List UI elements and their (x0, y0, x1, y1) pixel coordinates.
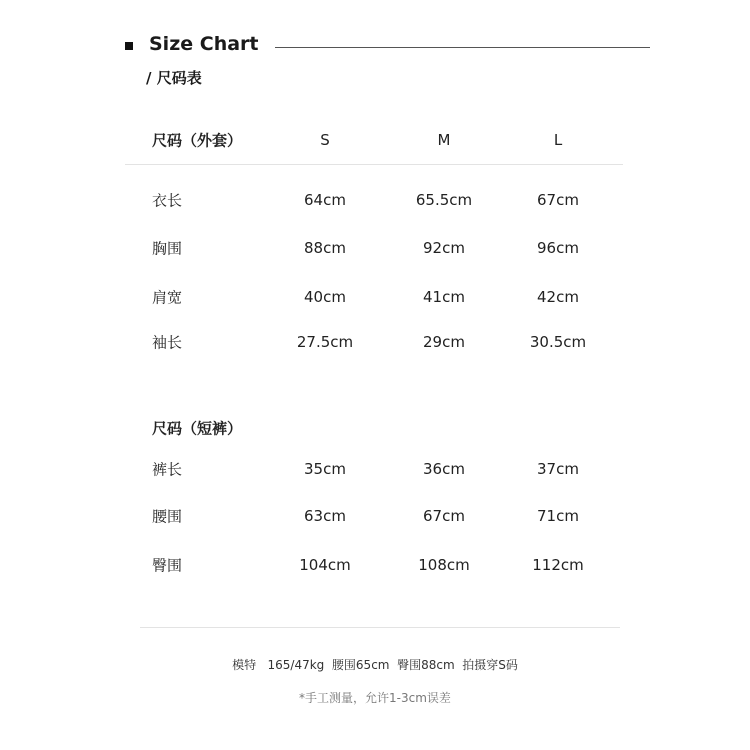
table-cell: 65.5cm (415, 191, 473, 209)
table-cell: 71cm (537, 507, 579, 525)
table-cell: 37cm (537, 460, 579, 478)
title-bullet (125, 42, 133, 50)
size-l-header: L (553, 131, 563, 149)
table-cell: 42cm (537, 288, 579, 306)
title-divider (275, 47, 650, 48)
row-label-chest: 胸围 (152, 239, 183, 258)
table-cell: 29cm (423, 333, 465, 351)
jacket-size-header: 尺码（外套） (152, 131, 243, 150)
table-cell: 35cm (304, 460, 346, 478)
table-cell: 36cm (423, 460, 465, 478)
measurement-note: *手工测量，允许1-3cm误差 (299, 691, 451, 705)
table-cell: 108cm (418, 556, 470, 574)
table-cell: 67cm (537, 191, 579, 209)
page-title: Size Chart (149, 33, 259, 55)
row-label-length: 衣长 (152, 191, 183, 210)
size-s-header: S (320, 131, 330, 149)
table-cell: 67cm (423, 507, 465, 525)
table-cell: 41cm (423, 288, 465, 306)
row-label-waist: 腰围 (152, 507, 183, 526)
model-info: 模特 165/47kg 腰围65cm 臀围88cm 拍摄穿S码 (232, 658, 518, 672)
row-label-shoulder: 肩宽 (152, 288, 183, 307)
row-label-pants-length: 裤长 (152, 460, 183, 479)
table-cell: 88cm (304, 239, 346, 257)
size-m-header: M (437, 131, 451, 149)
table-cell: 63cm (304, 507, 346, 525)
table-cell: 92cm (423, 239, 465, 257)
table-cell: 112cm (532, 556, 584, 574)
footer-divider (140, 627, 620, 628)
header-divider (125, 164, 623, 165)
table-cell: 40cm (304, 288, 346, 306)
table-cell: 96cm (537, 239, 579, 257)
page-subtitle: / 尺码表 (146, 69, 202, 87)
table-cell: 27.5cm (296, 333, 354, 351)
row-label-sleeve: 袖长 (152, 333, 183, 352)
table-cell: 64cm (304, 191, 346, 209)
table-cell: 30.5cm (529, 333, 587, 351)
table-cell: 104cm (299, 556, 351, 574)
row-label-hip: 臀围 (152, 556, 183, 575)
shorts-size-header: 尺码（短裤） (152, 419, 243, 438)
